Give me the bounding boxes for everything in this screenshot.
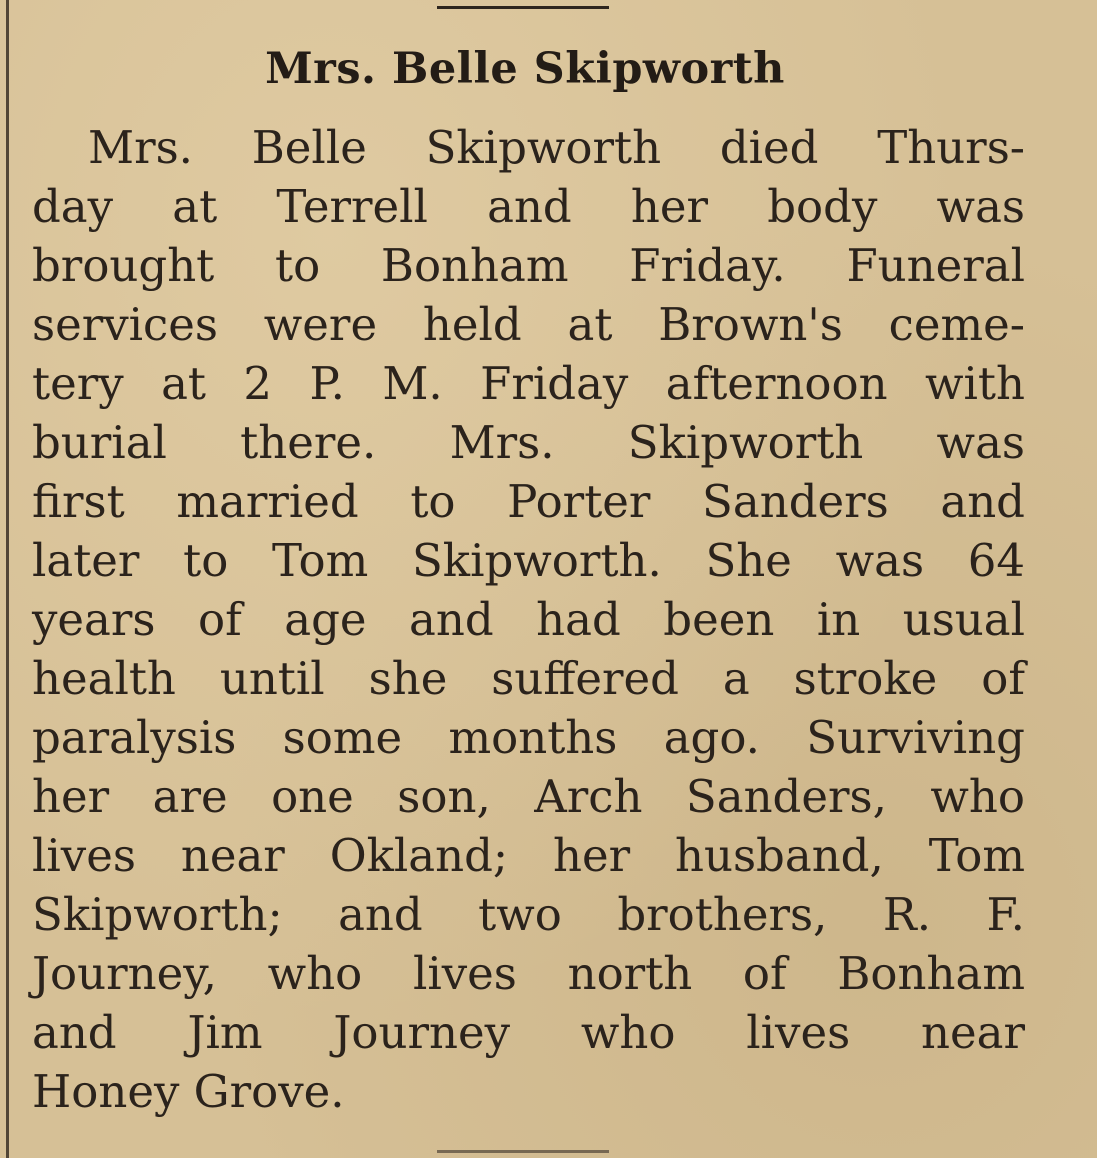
obituary-body [32, 118, 1025, 1121]
text-line: Mrs. Belle Skipworth died Thurs- [88, 121, 1025, 174]
text-line: Journey, who lives north of Bonham [32, 947, 1025, 1000]
text-line: burial there. Mrs. Skipworth was [32, 416, 1025, 469]
text-line: health until she suffered a stroke of [32, 652, 1025, 705]
text-line: Honey Grove. [32, 1065, 345, 1118]
bottom-separator-rule [437, 1150, 609, 1153]
column-divider-rule [6, 0, 9, 1158]
text-line: day at Terrell and her body was [32, 180, 1025, 233]
text-line: paralysis some months ago. Surviving [32, 711, 1025, 764]
text-line: years of age and had been in usual [32, 593, 1025, 646]
text-line: later to Tom Skipworth. She was 64 [32, 534, 1025, 587]
text-line: and Jim Journey who lives near [32, 1006, 1025, 1059]
text-line: lives near Okland; her husband, Tom [32, 829, 1025, 882]
top-separator-rule [437, 6, 609, 9]
obituary-headline: Mrs. Belle Skipworth [265, 44, 785, 94]
text-line: Skipworth; and two brothers, R. F. [32, 888, 1025, 941]
text-line: her are one son, Arch Sanders, who [32, 770, 1025, 823]
text-line: services were held at Brown's ceme- [32, 298, 1025, 351]
text-line: tery at 2 P. M. Friday afternoon with [32, 357, 1025, 410]
text-line: brought to Bonham Friday. Funeral [32, 239, 1025, 292]
text-line: first married to Porter Sanders and [32, 475, 1025, 528]
